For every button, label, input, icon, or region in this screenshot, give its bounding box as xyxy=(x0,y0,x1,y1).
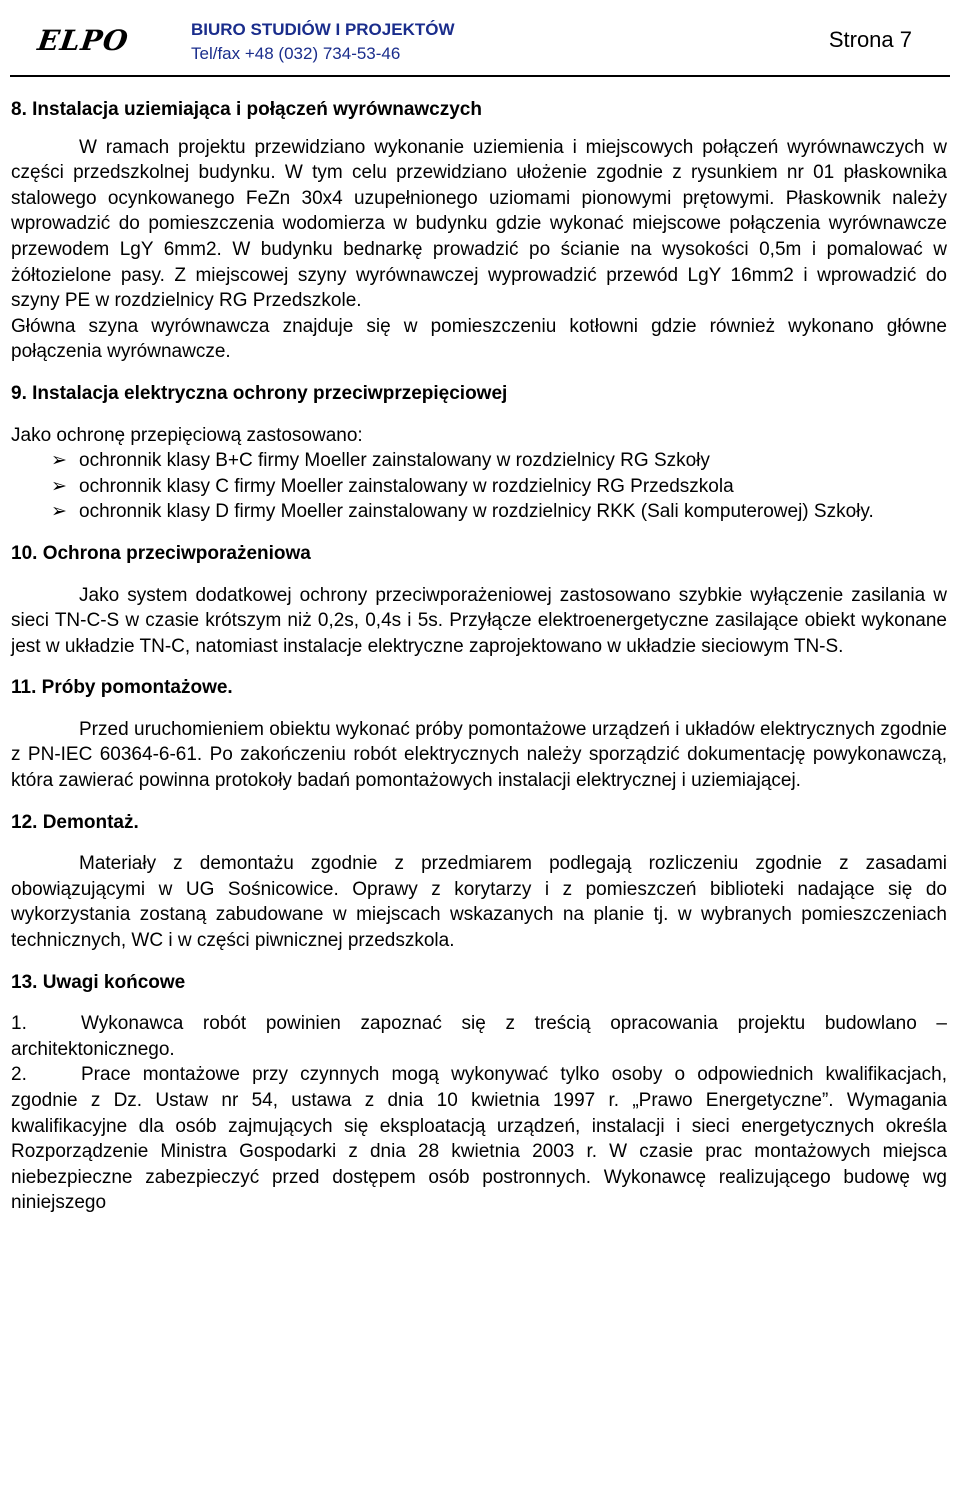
section-12-paragraph: Materiały z demontażu zgodnie z przedmiarem podlegają rozliczeniu zgodnie z zasadami obowiązującymi w UG Sośnicowice. Oprawy z korytarzy i z pomieszczeń biblioteki nadające się do wykorzystania zostaną zabudowane w miejscach wskazanych na planie tj. w wybranych pomieszczeniach technicznych, WC i w części piwnicznej przedszkola. xyxy=(11,853,947,952)
section-11-heading: 11. Próby pomontażowe. xyxy=(11,677,233,699)
section-8-paragraph-2: Główna szyna wyrównawcza znajduje się w pomieszczeniu kotłowni gdzie również wykonano główne połączenia wyrównawcze. xyxy=(11,315,947,363)
protection-list xyxy=(11,448,947,525)
final-note-1: 1. Wykonawca robót powinien zapoznać się z treścią opracowania projektu budowlano – architektonicznego. xyxy=(11,1013,947,1060)
arrow-bullet-icon: ➢ xyxy=(51,475,67,497)
header-divider xyxy=(10,75,950,77)
section-11-paragraph: Przed uruchomieniem obiektu wykonać próby pomontażowe urządzeń i układów elektrycznych zgodnie z PN-IEC 60364-6-61. Po zakończeniu robót elektrycznych należy sporządzić dokumentację powykonawczą, która zawierać powinna protokoły badań pomontażowych instalacji elektrycznej i uziemiającej. xyxy=(11,718,947,792)
list-item: ➢ ochronnik klasy B+C firmy Moeller zainstalowany w rozdzielnicy RG Szkoły xyxy=(11,448,947,474)
note-number: 2. xyxy=(11,1064,27,1086)
section-8-paragraph-1: W ramach projektu przewidziano wykonanie uziemienia i miejscowych połączeń wyrównawczych w części przedszkolnej budynku. W tym celu przewidziano ułożenie zgodnie z rysunkiem nr 01 płaskownika stalowego ocynkowanego FeZn 30x4 uzupełnionego uziomami pionowymi prętowymi. Płaskownik należy wprowadzić do pomieszczenia wodomierza w budynku gdzie wykonać miejscowe połączenia wyrównawcze przewodem LgY 6mm2. W budynku bednarkę prowadzić po ścianie na wysokości 0,5m i pomalować w żółtozielone pasy. Z miejscowej szyny wyrównawczej wyprowadzić przewód LgY 16mm2 i wprowadzić do szyny PE w rozdzielnicy RG Przedszkole. xyxy=(11,136,947,312)
section-9-heading: 9. Instalacja elektryczna ochrony przeciwprzepięciowej xyxy=(11,382,508,404)
section-13-heading: 13. Uwagi końcowe xyxy=(11,971,186,993)
page-header xyxy=(0,0,960,78)
document-body xyxy=(11,97,947,1216)
note-number: 1. xyxy=(11,1013,27,1035)
section-10-heading: 10. Ochrona przeciwporażeniowa xyxy=(11,542,311,564)
section-12-heading: 12. Demontaż. xyxy=(11,811,139,833)
section-10-paragraph: Jako system dodatkowej ochrony przeciwporażeniowej zastosowano szybkie wyłączenie zasilania w sieci TN-C-S w czasie krótszym niż 0,2s, 0,4s i 5s. Przyłącze elektroenergetyczne zasilające obiekt wykonane jest w układzie TN-C, natomiast instalacje elektryczne zaprojektowano w układzie sieciowym TN-S. xyxy=(11,584,947,657)
page-number: Strona 7 xyxy=(828,27,912,52)
firm-name: BIURO STUDIÓW I PROJEKTÓW xyxy=(191,20,455,39)
section-9-intro: Jako ochronę przepięciową zastosowano: xyxy=(11,424,363,446)
list-item: ➢ ochronnik klasy D firmy Moeller zainstalowany w rozdzielnicy RKK (Sali komputerowej) Szkoły. xyxy=(11,499,947,525)
arrow-bullet-icon: ➢ xyxy=(51,450,67,472)
firm-contact: Tel/fax +48 (032) 734-53-46 xyxy=(191,44,401,63)
section-8-heading: 8. Instalacja uziemiająca i połączeń wyrównawczych xyxy=(11,99,482,120)
company-logo: ELPO xyxy=(35,24,131,57)
final-note-2: 2. Prace montażowe przy czynnych mogą wykonywać tylko osoby o odpowiednich kwalifikacjach, zgodnie z Dz. Ustaw nr 54, ustawa z dnia 10 kwietnia 1997 r. „Prawo Energetyczne”. Wymagania kwalifikacyjne dla osób zajmujących się eksploatacją urządzeń, instalacji i sieci energetycznych określa Rozporządzenie Ministra Gospodarki z dnia 28 kwietnia 2003 r. W czasie prac montażowych miejsca niebezpieczne zabezpieczyć przed dostępem osób postronnych. Wykonawcę realizującego budowę wg niniejszego xyxy=(11,1064,947,1214)
arrow-bullet-icon: ➢ xyxy=(51,501,67,523)
list-item: ➢ ochronnik klasy C firmy Moeller zainstalowany w rozdzielnicy RG Przedszkola xyxy=(11,474,947,500)
